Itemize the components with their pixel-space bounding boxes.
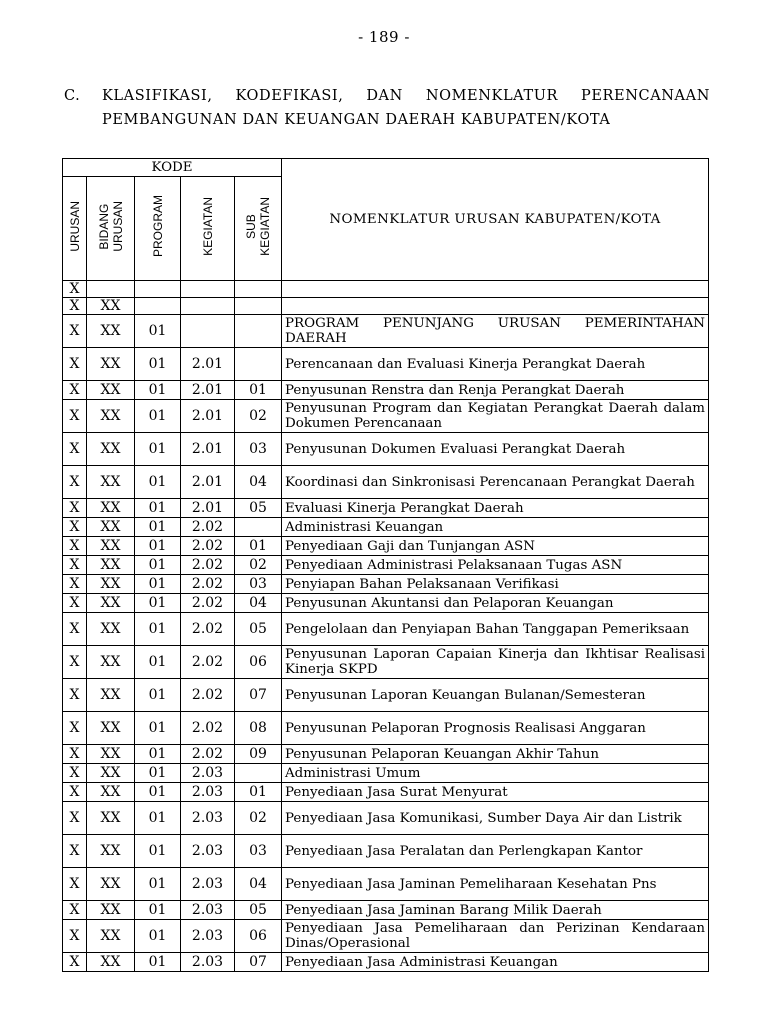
nomenklatur-cell xyxy=(282,281,709,298)
code-kegiatan: 2.02 xyxy=(181,646,235,679)
code-sub-kegiatan: 09 xyxy=(235,745,282,764)
nomenklatur-cell: Penyediaan Administrasi Pelaksanaan Tugas ASN xyxy=(282,556,709,575)
code-urusan: X xyxy=(63,613,87,646)
table-row xyxy=(63,712,709,745)
code-urusan: X xyxy=(63,400,87,433)
code-urusan: X xyxy=(63,646,87,679)
code-kegiatan: 2.02 xyxy=(181,679,235,712)
code-urusan: X xyxy=(63,433,87,466)
table-row xyxy=(63,348,709,381)
nomenklatur-cell: Penyiapan Bahan Pelaksanaan Verifikasi xyxy=(282,575,709,594)
table-row xyxy=(63,537,709,556)
code-program xyxy=(135,281,181,298)
code-sub-kegiatan: 08 xyxy=(235,712,282,745)
nomenklatur-cell: Penyediaan Jasa Komunikasi, Sumber Daya Air dan Listrik xyxy=(282,802,709,835)
table-row xyxy=(63,400,709,433)
table-row xyxy=(63,920,709,953)
table-row xyxy=(63,613,709,646)
nomenklatur-cell: Penyusunan Pelaporan Prognosis Realisasi Anggaran xyxy=(282,712,709,745)
code-kegiatan: 2.03 xyxy=(181,920,235,953)
code-urusan: X xyxy=(63,679,87,712)
code-bidang-urusan: XX xyxy=(87,679,135,712)
code-urusan: X xyxy=(63,920,87,953)
table-row xyxy=(63,594,709,613)
code-urusan: X xyxy=(63,315,87,348)
code-bidang-urusan: XX xyxy=(87,575,135,594)
code-urusan: X xyxy=(63,953,87,972)
nomenklatur-cell: PROGRAM PENUNJANG URUSAN PEMERINTAHAN DAERAH xyxy=(282,315,709,348)
section-letter: C. xyxy=(64,88,81,104)
nomenklatur-cell: Perencanaan dan Evaluasi Kinerja Perangkat Daerah xyxy=(282,348,709,381)
nomenklatur-cell: Evaluasi Kinerja Perangkat Daerah xyxy=(282,499,709,518)
code-kegiatan: 2.01 xyxy=(181,400,235,433)
code-program: 01 xyxy=(135,348,181,381)
nomenklatur-cell: Penyediaan Jasa Jaminan Pemeliharaan Kesehatan Pns xyxy=(282,868,709,901)
header-sub-kegiatan: SUB KEGIATAN xyxy=(235,177,282,281)
code-urusan: X xyxy=(63,348,87,381)
header-kode: KODE xyxy=(63,159,282,177)
code-bidang-urusan: XX xyxy=(87,783,135,802)
code-bidang-urusan: XX xyxy=(87,466,135,499)
code-program: 01 xyxy=(135,315,181,348)
code-bidang-urusan: XX xyxy=(87,745,135,764)
table-row xyxy=(63,315,709,348)
table-row xyxy=(63,835,709,868)
code-program: 01 xyxy=(135,901,181,920)
code-sub-kegiatan: 01 xyxy=(235,537,282,556)
table-row xyxy=(63,518,709,537)
code-kegiatan: 2.01 xyxy=(181,466,235,499)
code-bidang-urusan: XX xyxy=(87,556,135,575)
code-kegiatan: 2.03 xyxy=(181,783,235,802)
nomenklatur-cell: Penyediaan Jasa Peralatan dan Perlengkapan Kantor xyxy=(282,835,709,868)
code-kegiatan: 2.02 xyxy=(181,575,235,594)
nomenklatur-cell: Penyusunan Renstra dan Renja Perangkat Daerah xyxy=(282,381,709,400)
classification-table xyxy=(62,158,709,972)
code-kegiatan: 2.02 xyxy=(181,556,235,575)
section-heading xyxy=(64,84,710,132)
code-kegiatan: 2.01 xyxy=(181,499,235,518)
code-kegiatan: 2.03 xyxy=(181,802,235,835)
code-urusan: X xyxy=(63,575,87,594)
nomenklatur-cell: Penyediaan Jasa Administrasi Keuangan xyxy=(282,953,709,972)
code-sub-kegiatan: 01 xyxy=(235,381,282,400)
code-bidang-urusan: XX xyxy=(87,518,135,537)
code-bidang-urusan: XX xyxy=(87,433,135,466)
code-bidang-urusan: XX xyxy=(87,594,135,613)
code-kegiatan: 2.02 xyxy=(181,613,235,646)
table-body xyxy=(63,281,709,972)
code-program: 01 xyxy=(135,783,181,802)
code-bidang-urusan: XX xyxy=(87,901,135,920)
code-urusan: X xyxy=(63,594,87,613)
table-row xyxy=(63,802,709,835)
code-program: 01 xyxy=(135,802,181,835)
code-kegiatan: 2.03 xyxy=(181,764,235,783)
code-urusan: X xyxy=(63,901,87,920)
code-sub-kegiatan xyxy=(235,764,282,783)
code-urusan: X xyxy=(63,745,87,764)
nomenklatur-cell: Penyediaan Gaji dan Tunjangan ASN xyxy=(282,537,709,556)
table-row xyxy=(63,298,709,315)
code-kegiatan: 2.01 xyxy=(181,381,235,400)
nomenklatur-cell: Penyusunan Program dan Kegiatan Perangkat Daerah dalam Dokumen Perencanaan xyxy=(282,400,709,433)
code-bidang-urusan: XX xyxy=(87,764,135,783)
code-bidang-urusan: XX xyxy=(87,298,135,315)
code-bidang-urusan: XX xyxy=(87,646,135,679)
code-sub-kegiatan: 04 xyxy=(235,594,282,613)
code-bidang-urusan: XX xyxy=(87,835,135,868)
code-kegiatan: 2.02 xyxy=(181,745,235,764)
code-bidang-urusan: XX xyxy=(87,315,135,348)
table-row xyxy=(63,745,709,764)
code-urusan: X xyxy=(63,466,87,499)
nomenklatur-cell: Penyediaan Jasa Pemeliharaan dan Perizinan Kendaraan Dinas/Operasional xyxy=(282,920,709,953)
code-program: 01 xyxy=(135,537,181,556)
code-kegiatan: 2.01 xyxy=(181,348,235,381)
code-urusan: X xyxy=(63,281,87,298)
table-row xyxy=(63,783,709,802)
code-urusan: X xyxy=(63,802,87,835)
code-sub-kegiatan: 01 xyxy=(235,783,282,802)
nomenklatur-cell: Penyusunan Pelaporan Keuangan Akhir Tahun xyxy=(282,745,709,764)
code-bidang-urusan: XX xyxy=(87,537,135,556)
code-urusan: X xyxy=(63,381,87,400)
code-program: 01 xyxy=(135,920,181,953)
code-program: 01 xyxy=(135,433,181,466)
nomenklatur-cell: Administrasi Umum xyxy=(282,764,709,783)
code-urusan: X xyxy=(63,537,87,556)
code-bidang-urusan: XX xyxy=(87,953,135,972)
table-row xyxy=(63,575,709,594)
code-program: 01 xyxy=(135,556,181,575)
code-kegiatan xyxy=(181,298,235,315)
code-kegiatan xyxy=(181,315,235,348)
section-title-line-1: KLASIFIKASI, KODEFIKASI, DAN NOMENKLATUR PERENCANAAN xyxy=(102,88,710,104)
code-sub-kegiatan xyxy=(235,315,282,348)
code-urusan: X xyxy=(63,499,87,518)
code-bidang-urusan: XX xyxy=(87,381,135,400)
code-kegiatan: 2.02 xyxy=(181,712,235,745)
code-sub-kegiatan xyxy=(235,348,282,381)
code-program: 01 xyxy=(135,400,181,433)
code-kegiatan: 2.03 xyxy=(181,953,235,972)
code-sub-kegiatan xyxy=(235,298,282,315)
header-bidang-urusan: BIDANG URUSAN xyxy=(87,177,135,281)
table-row xyxy=(63,466,709,499)
code-sub-kegiatan xyxy=(235,518,282,537)
code-urusan: X xyxy=(63,556,87,575)
nomenklatur-cell: Pengelolaan dan Penyiapan Bahan Tanggapan Pemeriksaan xyxy=(282,613,709,646)
code-sub-kegiatan: 06 xyxy=(235,920,282,953)
code-program: 01 xyxy=(135,594,181,613)
code-kegiatan: 2.03 xyxy=(181,835,235,868)
code-program: 01 xyxy=(135,745,181,764)
section-title xyxy=(102,84,710,132)
nomenklatur-cell: Penyediaan Jasa Jaminan Barang Milik Daerah xyxy=(282,901,709,920)
code-sub-kegiatan: 02 xyxy=(235,556,282,575)
table-row xyxy=(63,499,709,518)
code-program: 01 xyxy=(135,518,181,537)
code-sub-kegiatan xyxy=(235,281,282,298)
code-kegiatan xyxy=(181,281,235,298)
table-row xyxy=(63,764,709,783)
header-kegiatan: KEGIATAN xyxy=(181,177,235,281)
code-program: 01 xyxy=(135,953,181,972)
code-program: 01 xyxy=(135,613,181,646)
code-program xyxy=(135,298,181,315)
code-program: 01 xyxy=(135,381,181,400)
code-kegiatan: 2.03 xyxy=(181,901,235,920)
code-bidang-urusan: XX xyxy=(87,499,135,518)
code-kegiatan: 2.02 xyxy=(181,518,235,537)
code-bidang-urusan: XX xyxy=(87,920,135,953)
code-sub-kegiatan: 04 xyxy=(235,868,282,901)
code-bidang-urusan: XX xyxy=(87,868,135,901)
section-title-line-2: PEMBANGUNAN DAN KEUANGAN DAERAH KABUPATEN/KOTA xyxy=(102,112,611,128)
code-program: 01 xyxy=(135,764,181,783)
code-kegiatan: 2.01 xyxy=(181,433,235,466)
code-bidang-urusan: XX xyxy=(87,613,135,646)
table-row xyxy=(63,868,709,901)
code-program: 01 xyxy=(135,646,181,679)
table-row xyxy=(63,646,709,679)
code-bidang-urusan: XX xyxy=(87,802,135,835)
nomenklatur-cell: Penyusunan Akuntansi dan Pelaporan Keuangan xyxy=(282,594,709,613)
code-urusan: X xyxy=(63,764,87,783)
nomenklatur-cell: Administrasi Keuangan xyxy=(282,518,709,537)
code-kegiatan: 2.02 xyxy=(181,537,235,556)
table-row xyxy=(63,281,709,298)
code-urusan: X xyxy=(63,868,87,901)
code-sub-kegiatan: 05 xyxy=(235,613,282,646)
code-sub-kegiatan: 05 xyxy=(235,901,282,920)
code-sub-kegiatan: 07 xyxy=(235,953,282,972)
table-row xyxy=(63,433,709,466)
code-urusan: X xyxy=(63,712,87,745)
code-urusan: X xyxy=(63,835,87,868)
code-program: 01 xyxy=(135,466,181,499)
header-nomenklatur: NOMENKLATUR URUSAN KABUPATEN/KOTA xyxy=(282,159,709,281)
table-row xyxy=(63,381,709,400)
nomenklatur-cell: Penyusunan Laporan Keuangan Bulanan/Semesteran xyxy=(282,679,709,712)
code-program: 01 xyxy=(135,712,181,745)
code-bidang-urusan: XX xyxy=(87,348,135,381)
code-kegiatan: 2.03 xyxy=(181,868,235,901)
code-program: 01 xyxy=(135,868,181,901)
code-program: 01 xyxy=(135,679,181,712)
code-urusan: X xyxy=(63,298,87,315)
code-sub-kegiatan: 03 xyxy=(235,575,282,594)
code-sub-kegiatan: 03 xyxy=(235,433,282,466)
code-bidang-urusan: XX xyxy=(87,712,135,745)
code-program: 01 xyxy=(135,835,181,868)
table-row xyxy=(63,901,709,920)
nomenklatur-cell xyxy=(282,298,709,315)
table-row xyxy=(63,679,709,712)
code-sub-kegiatan: 06 xyxy=(235,646,282,679)
page-number: - 189 - xyxy=(358,28,410,46)
code-program: 01 xyxy=(135,575,181,594)
code-urusan: X xyxy=(63,518,87,537)
code-sub-kegiatan: 02 xyxy=(235,400,282,433)
code-urusan: X xyxy=(63,783,87,802)
table-row xyxy=(63,953,709,972)
code-kegiatan: 2.02 xyxy=(181,594,235,613)
code-sub-kegiatan: 04 xyxy=(235,466,282,499)
header-program: PROGRAM xyxy=(135,177,181,281)
nomenklatur-cell: Koordinasi dan Sinkronisasi Perencanaan Perangkat Daerah xyxy=(282,466,709,499)
nomenklatur-cell: Penyusunan Laporan Capaian Kinerja dan Ikhtisar Realisasi Kinerja SKPD xyxy=(282,646,709,679)
code-program: 01 xyxy=(135,499,181,518)
header-urusan: URUSAN xyxy=(63,177,87,281)
code-sub-kegiatan: 03 xyxy=(235,835,282,868)
code-sub-kegiatan: 05 xyxy=(235,499,282,518)
nomenklatur-cell: Penyediaan Jasa Surat Menyurat xyxy=(282,783,709,802)
code-bidang-urusan xyxy=(87,281,135,298)
code-sub-kegiatan: 07 xyxy=(235,679,282,712)
code-bidang-urusan: XX xyxy=(87,400,135,433)
nomenklatur-cell: Penyusunan Dokumen Evaluasi Perangkat Daerah xyxy=(282,433,709,466)
code-sub-kegiatan: 02 xyxy=(235,802,282,835)
table-row xyxy=(63,556,709,575)
